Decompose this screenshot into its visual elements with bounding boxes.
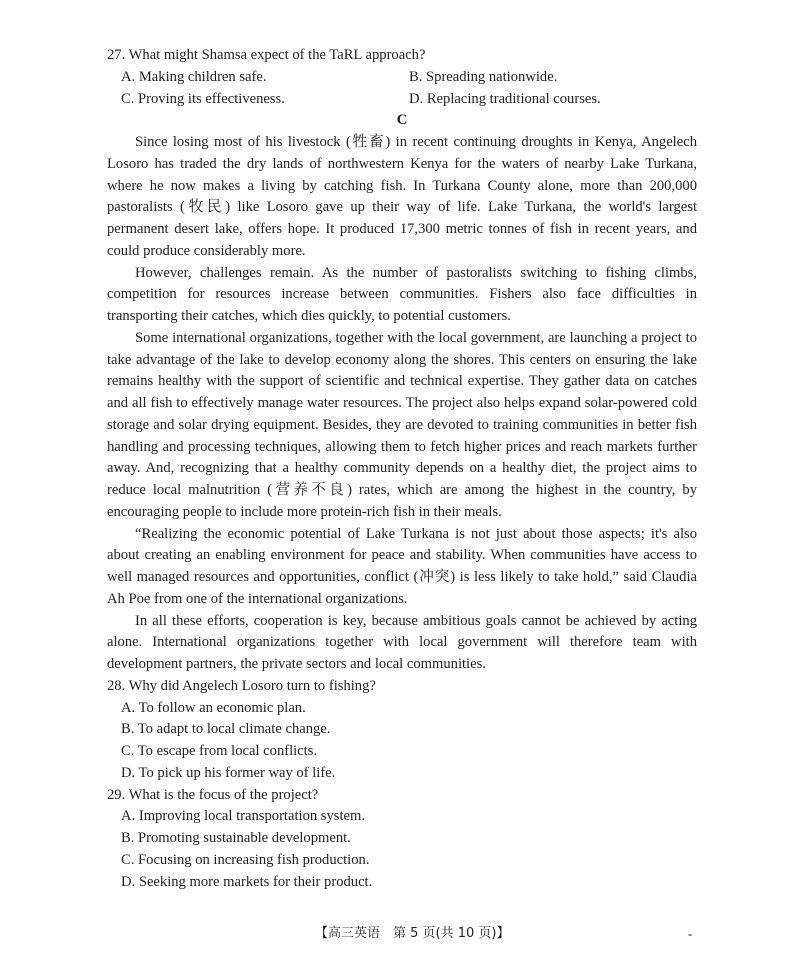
option-d: D. Replacing traditional courses. [409,90,601,107]
passage-paragraph-2: However, challenges remain. As the number of pastoralists switching to fishing climbs, competition for resources increase between communities. Fishers also face difficulties in transporting their catches, which dies quickly, to potential customers. [107,264,697,324]
option-d: D. To pick up his former way of life. [121,764,336,781]
passage-paragraph-1: Since losing most of his livestock (牲畜) in recent continuing droughts in Kenya, Angelech Losoro has traded the dry lands of northwestern Kenya for the waters of nearby Lake Turkana, where he now makes a living by catching fish. In Turkana County alone, more than 200,000 pastoralists (牧民) like Losoro gave up their way of life. Lake Turkana, the world's largest permanent desert lake, offers hope. It produced 17,300 metric tonnes of fish in recent years, and could produce considerably more. [107,134,697,259]
question-27-options-row-2 [107,89,697,111]
option-a: A. Making children safe. [121,68,267,85]
question-28-stem: 28. Why did Angelech Losoro turn to fishing? [107,677,376,694]
page-footer: 【高三英语 第 5 页(共 10 页)】 [315,926,510,941]
option-b: B. Spreading nationwide. [409,68,558,85]
option-a: A. To follow an economic plan. [121,699,306,716]
option-c: C. Focusing on increasing fish production. [121,851,370,868]
option-d: D. Seeking more markets for their product. [121,873,373,890]
option-c: C. To escape from local conflicts. [121,743,318,759]
passage-paragraph-5: In all these efforts, cooperation is key, because ambitious goals cannot be achieved by acting alone. International organizations together with local government will therefore team with development partners, the private sectors and local communities. [107,612,697,672]
question-29-stem: 29. What is the focus of the project? [107,786,319,803]
option-a: A. Improving local transportation system. [121,808,365,825]
exam-page [107,45,697,893]
option-c: C. Proving its effectiveness. [121,90,285,107]
question-27-options-row-1 [107,67,697,89]
option-b: B. Promoting sustainable development. [121,830,351,846]
option-b: B. To adapt to local climate change. [121,721,331,738]
passage-paragraph-4: “Realizing the economic potential of Lake Turkana is not just about those aspects; it's also about creating an enabling environment for peace and stability. When communities have access to well managed resources and opportunities, conflict (冲突) is less likely to take hold,” said Claudia Ah Poe from one of the international organizations. [107,525,697,607]
passage-paragraph-3: Some international organizations, together with the local government, are launching a project to take advantage of the lake to develop economy along the shores. This centers on ensuring the lake remains healthy with the support of scientific and technical expertise. They gather data on catches and all fish to effectively manage water resources. The project also helps expand solar-powered cold storage and solar drying equipment. Besides, they are devoted to training communities in better fish handling and processing techniques, allowing them to fetch higher prices and reach markets further away. And, recognizing that a healthy community depends on a healthy diet, the project aims to reduce local malnutrition (营养不良) rates, which are among the highest in the country, by encouraging people to include more protein-rich fish in their meals. [107,329,697,520]
footer-mark: - [688,926,693,941]
section-heading: C [396,112,408,129]
question-27-stem: 27. What might Shamsa expect of the TaRL approach? [107,47,426,63]
